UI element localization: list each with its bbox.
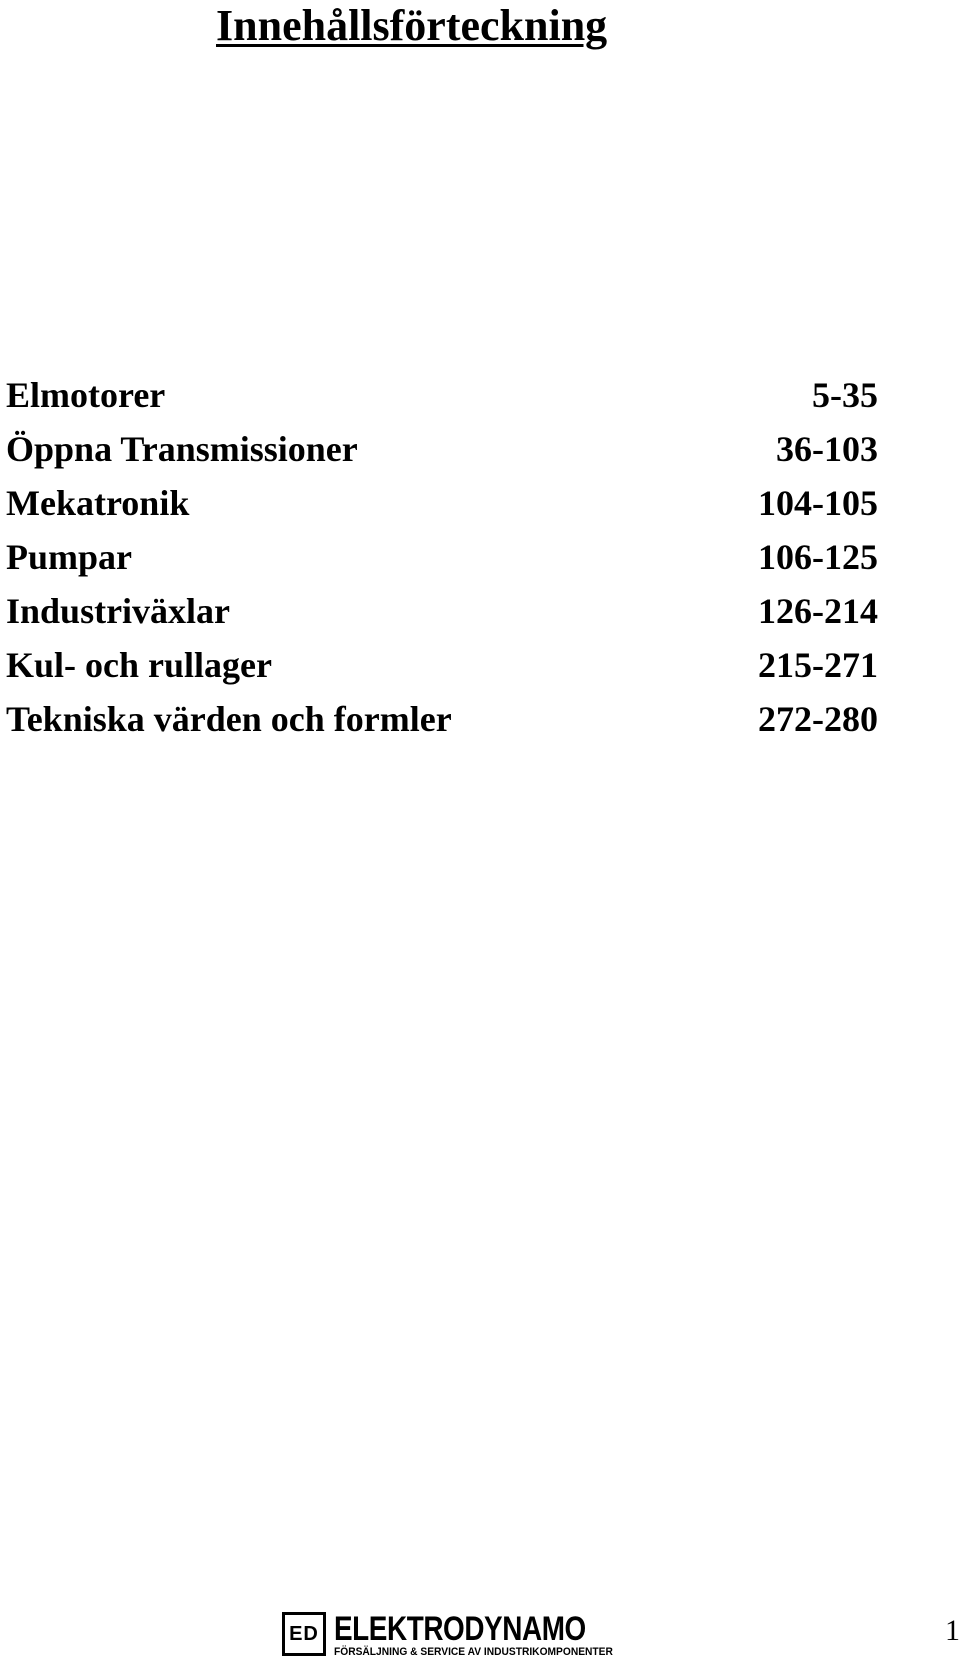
toc-page-range: 272-280 [758, 699, 878, 739]
toc-section-title: Elmotorer [6, 375, 166, 415]
toc-section-title: Mekatronik [6, 483, 190, 523]
toc-entry [6, 584, 878, 638]
toc-page-range: 5-35 [812, 375, 878, 415]
logo-badge-icon: ED [282, 1612, 326, 1656]
toc-entry [6, 530, 878, 584]
toc-entry [6, 692, 878, 746]
toc-section-title: Pumpar [6, 537, 132, 577]
toc-entry [6, 368, 878, 422]
toc-page-range: 104-105 [758, 483, 878, 523]
toc-section-title: Kul- och rullager [6, 645, 272, 685]
toc-page-range: 215-271 [758, 645, 878, 685]
toc-page-range: 126-214 [758, 591, 878, 631]
logo-company-name: ELEKTRODYNAMO [334, 1610, 586, 1648]
page-number: 1 [945, 1614, 960, 1647]
toc-section-title: Industriväxlar [6, 591, 231, 631]
toc-section-title: Tekniska värden och formler [6, 699, 452, 739]
toc-entry [6, 476, 878, 530]
toc-entry [6, 422, 878, 476]
toc-page-range: 36-103 [776, 429, 878, 469]
logo-text [334, 1612, 641, 1658]
page-title: Innehållsförteckning [216, 1, 608, 50]
logo-tagline: FÖRSÄLJNING & SERVICE AV INDUSTRIKOMPONENTER [334, 1646, 613, 1658]
toc-page-range: 106-125 [758, 537, 878, 577]
company-logo [282, 1612, 641, 1658]
toc-section-title: Öppna Transmissioner [6, 429, 358, 469]
table-of-contents [6, 368, 878, 746]
toc-entry [6, 638, 878, 692]
